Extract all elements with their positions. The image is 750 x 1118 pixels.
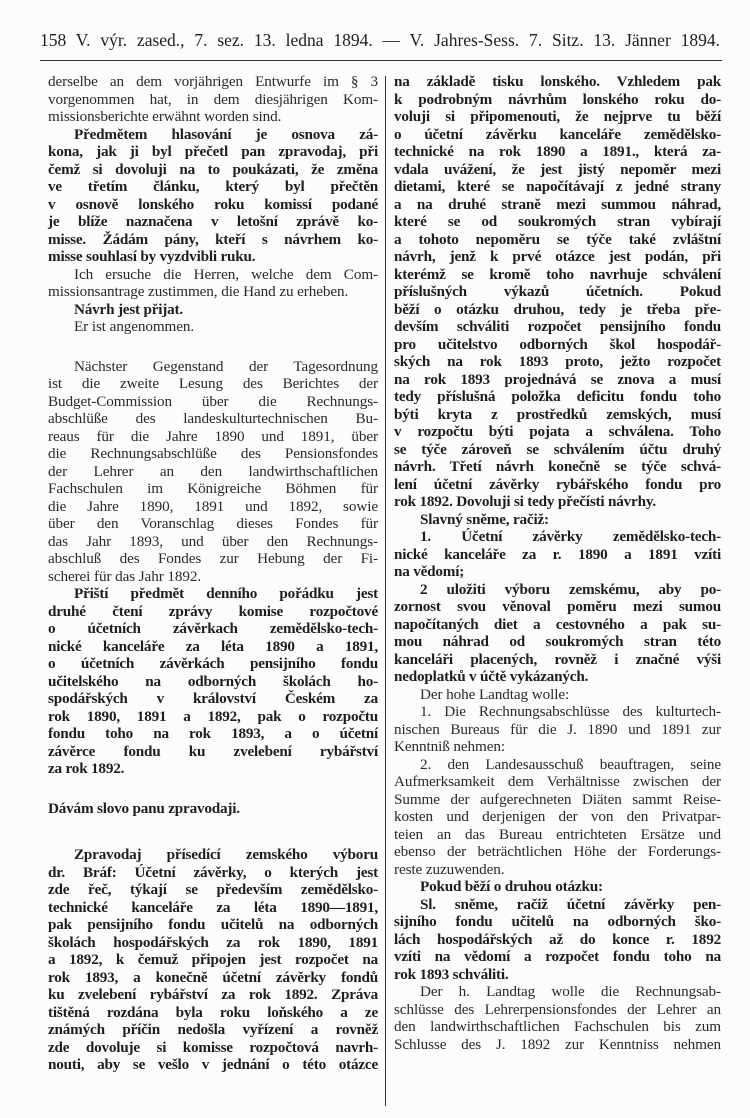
text-line: závěrce fondu ku zvelebení rybářství	[48, 742, 378, 760]
text-line: kona, jak ji byl přečetl pan zpravodaj, při	[48, 143, 378, 160]
text-line: Kenntniß nehmen:	[394, 738, 506, 755]
text-line: návrh, jenž k prvé otázce jest podán, při	[394, 248, 721, 265]
text-line: Der h. Landtag wolle die Rechnungsab-	[420, 983, 721, 1000]
paragraph	[48, 585, 378, 778]
text-line: 2. den Landesausschuß beauftragen, seine	[420, 755, 721, 773]
text-line: schlüsse des Lehrerpensionsfondes der Lehrer an	[394, 1000, 721, 1018]
text-line: Aufmerksamkeit dem Verhältnisse zwischen der	[394, 773, 721, 790]
text-line: Fachschulen im Königreiche Böhmen für	[48, 480, 378, 497]
text-line: die Jahre 1890, 1891 und 1892, sowie	[48, 497, 378, 515]
text-line: reste zuzuwenden.	[394, 860, 505, 878]
text-line: tedy příslušná položka deficitu fondu toho	[394, 388, 721, 405]
text-line: nischen Bureaus für die J. 1890 und 1891 zur	[394, 720, 721, 738]
text-line: der Lehrer an den landwirthschaftlichen	[48, 462, 378, 480]
text-line: vorgenommen hat, in dem diesjährigen Kom-	[48, 90, 378, 108]
text-line: Pokud běží o druhou otázku:	[420, 878, 603, 895]
text-line: ist die zweite Lesung des Berichtes der	[48, 375, 378, 392]
paragraph-spacer	[48, 778, 378, 800]
paragraph	[394, 73, 721, 511]
header-rule	[40, 60, 722, 61]
text-line: lách hospodářských až do konce r. 1892	[394, 930, 721, 948]
text-line: čemž si dovoluji na to poukázati, že změna	[48, 160, 378, 178]
text-line: na rok 1893 projednává se znova a musí	[394, 370, 721, 388]
text-line: 1. Die Rechnungsabschlüsse des kulturtech-	[420, 703, 721, 720]
text-line: Er ist angenommen.	[74, 318, 195, 335]
text-line: missionsberichte erwähnt worden sind.	[48, 108, 282, 125]
text-line: Slavný sněme, račiž:	[420, 510, 549, 528]
text-line: a tohoto nepoměru se týče také zvláštní	[394, 230, 721, 248]
paragraph	[394, 511, 721, 529]
text-line: zornost svou věnoval poměru mezi sumou	[394, 598, 721, 615]
text-line: nické kanceláře za r. 1890 a 1891 vzíti	[394, 545, 721, 563]
text-line: kterémž se kromě toho navrhuje schválení	[394, 265, 721, 283]
text-line: vzíti na vědomí a rozpočet fondu toho na	[394, 948, 721, 965]
text-line: spodářských v království Českém za	[48, 690, 378, 707]
text-line: příslušných výkazů účetních. Pokud	[394, 283, 721, 300]
text-line: býti kryta z prostředků zemských, musí	[394, 405, 721, 423]
text-line: Der hohe Landtag wolle:	[420, 685, 570, 703]
text-line: sijního fondu učitelů na odborných ško-	[394, 913, 721, 930]
text-line: nouti, aby se vešlo v jednání o této otázce	[48, 1056, 378, 1073]
text-line: v rozpočtu býti pojata a schválena. Toho	[394, 423, 721, 440]
text-line: na vědomí;	[394, 563, 465, 580]
paragraph	[394, 703, 721, 756]
text-line: reaus für die Jahre 1890 und 1891, über	[48, 427, 378, 445]
paragraph	[48, 266, 378, 301]
text-line: Budget-Commission über die Rechnungs-	[48, 392, 378, 410]
paragraph	[48, 301, 378, 319]
text-line: rok 1892. Dovoluji si tedy přečísti návrhy.	[394, 493, 656, 510]
paragraph	[48, 73, 378, 126]
text-line: o účetních závěrkách pensijního fondu	[48, 655, 378, 672]
text-line: rok 1890, 1891 a 1892, pak o rozpočtu	[48, 707, 378, 725]
text-line: a na druhé straně mezi summou náhrad,	[394, 195, 721, 213]
text-line: Sl. sněme, račiž účetní závěrky pen-	[420, 895, 721, 913]
text-line: 2 uložiti výboru zemskému, aby po-	[420, 580, 721, 598]
text-line: Nächster Gegenstand der Tagesordnung	[74, 357, 378, 375]
text-line: dr. Bráf: Účetní závěrky, o kterých jest	[48, 863, 378, 881]
text-line: misse. Žádám pány, kteří s návrhem ko-	[48, 230, 378, 248]
paragraph	[48, 846, 378, 1074]
text-line: běží o otázku druhou, tedy je třeba pře-	[394, 300, 721, 318]
text-line: teien an das Bureau entrichteten Ersätze und	[394, 825, 721, 843]
paragraph-spacer	[48, 336, 378, 358]
text-line: kanceláři placených, rovněž i značné výši	[394, 650, 721, 668]
paragraph	[48, 358, 378, 586]
text-line: voluji si připomenouti, že nejprve tu běží	[394, 108, 721, 125]
text-line: dietami, které se napočítávají z jedné strany	[394, 178, 721, 195]
text-line: nické kanceláře za léta 1890 a 1891,	[48, 637, 378, 655]
text-line: o účetních závěrkach zemědělsko-tech-	[48, 620, 378, 637]
text-line: zde dovoluje si komisse rozpočtová navrh-	[48, 1038, 378, 1056]
text-line: v osnově lonského roku komissí podané	[48, 195, 378, 213]
text-line: lení účetní závěrky rybářského fondu pro	[394, 475, 721, 493]
text-line: technické na rok 1890 a 1891., která za-	[394, 143, 721, 160]
text-line: devším schváliti rozpočet pensijního fondu	[394, 318, 721, 335]
paragraph	[394, 896, 721, 984]
paragraph-spacer	[48, 817, 378, 846]
text-line: rok 1893 schváliti.	[394, 965, 509, 983]
text-line: scherei für das Jahr 1892.	[48, 567, 202, 585]
paragraph	[394, 686, 721, 704]
text-line: učitelského na odborných školách ho-	[48, 672, 378, 690]
text-line: Summe der aufgerechneten Diäten sammt Reise-	[394, 790, 721, 808]
text-line: o účetní závěrku kanceláře zemědělsko-	[394, 125, 721, 143]
paragraph	[48, 800, 378, 818]
text-line: derselbe an dem vorjährigen Entwurfe im § 3	[48, 73, 378, 90]
column-divider	[385, 76, 386, 1106]
text-line: misse souhlasí by vyzdvibli ruku.	[48, 248, 256, 265]
text-line: Návrh jest přijat.	[74, 300, 184, 318]
text-line: ských na rok 1893 proto, ježto rozpočet	[394, 353, 721, 370]
text-line: mou náhrad od soukromých stran této	[394, 633, 721, 650]
text-line: se týče zároveň se schválením účtu druhý	[394, 440, 721, 458]
text-line: den landwirthschaftlichen Fachschulen bis zum	[394, 1018, 721, 1035]
text-line: 1. Účetní závěrky zemědělsko-tech-	[420, 528, 721, 545]
text-line: ebenso der beträchtlichen Höhe der Forderungs-	[394, 843, 721, 860]
running-header: 158 V. výr. zased., 7. sez. 13. ledna 1894. — V. Jahres-Sess. 7. Sitz. 13. Jänner 1894.	[40, 30, 720, 50]
text-line: die Rechnungsabschlüße des Pensionsfondes	[48, 445, 378, 462]
text-line: k podrobným návrhům lonského roku do-	[394, 90, 721, 108]
text-line: a 1892, k čemuž připojen jest rozpočet na	[48, 951, 378, 968]
text-line: Přiští předmět denního pořádku jest	[74, 585, 378, 602]
text-line: je blíže naznačena v letošní zprávě ko-	[48, 213, 378, 230]
paragraph	[394, 528, 721, 581]
paragraph	[394, 878, 721, 896]
text-line: rok 1893, a konečně účetní závěrky fondů	[48, 968, 378, 986]
paragraph	[48, 318, 378, 336]
text-line: za rok 1892.	[48, 760, 125, 777]
text-line: Schlusse des J. 1892 zur Kenntniss nehmen	[394, 1035, 721, 1053]
paragraph	[394, 581, 721, 686]
text-line: Dávám slovo panu zpravodaji.	[48, 799, 240, 817]
right-column	[394, 73, 721, 1053]
text-line: fondu toho na rok 1893, a o účetní	[48, 725, 378, 742]
text-line: ku zvelebení rybářství za rok 1892. Zpráva	[48, 986, 378, 1003]
text-line: napočítaných diet a cestovného a pak su-	[394, 615, 721, 633]
text-line: které se od soukromých stran vybírají	[394, 213, 721, 230]
text-line: das Jahr 1893, und über den Rechnungs-	[48, 532, 378, 550]
text-line: Ich ersuche die Herren, welche dem Com-	[74, 265, 378, 283]
text-line: pro učitelstvo odborných škol hospodář-	[394, 335, 721, 353]
text-line: abschlüße des landeskulturtechnischen Bu-	[48, 410, 378, 427]
paragraph	[394, 756, 721, 879]
text-line: Předmětem hlasování je osnova zá-	[74, 125, 378, 143]
text-line: abschluß des Fondes zur Hebung der Fi-	[48, 550, 378, 567]
text-line: návrh. Třetí návrh konečně se týče schvá-	[394, 458, 721, 475]
text-line: ve třetím článku, který byl přečtěn	[48, 178, 378, 195]
text-line: pak pensijního fondu učitelů na odborných	[48, 916, 378, 933]
text-line: über den Voranschlag dieses Fondes für	[48, 515, 378, 532]
text-line: známých příčin nedošla vyřízení a rovněž	[48, 1021, 378, 1038]
left-column	[48, 73, 378, 1074]
text-line: missionsantrage zustimmen, die Hand zu erheben.	[48, 283, 349, 300]
text-line: školách hospodářských za rok 1890, 1891	[48, 933, 378, 951]
text-line: technické kanceláře za léta 1890—1891,	[48, 898, 378, 916]
text-line: tištěná rozdána byla roku loňského a ze	[48, 1003, 378, 1021]
text-line: Zpravodaj přísedící zemského výboru	[74, 846, 378, 863]
text-line: kosten und derjenigen der von den Privatpar-	[394, 808, 721, 825]
text-line: druhé čtení zprávy komise rozpočtové	[48, 602, 378, 620]
paragraph	[48, 126, 378, 266]
text-line: vdala uvážení, že jest jistý nepoměr mezi	[394, 160, 721, 178]
text-line: nedoplatků v účtě vykázaných.	[394, 668, 589, 685]
paragraph	[394, 983, 721, 1053]
text-line: na základě tisku lonského. Vzhledem pak	[394, 73, 721, 90]
text-line: zde řeč, týkají se především zemědělsko-	[48, 881, 378, 898]
